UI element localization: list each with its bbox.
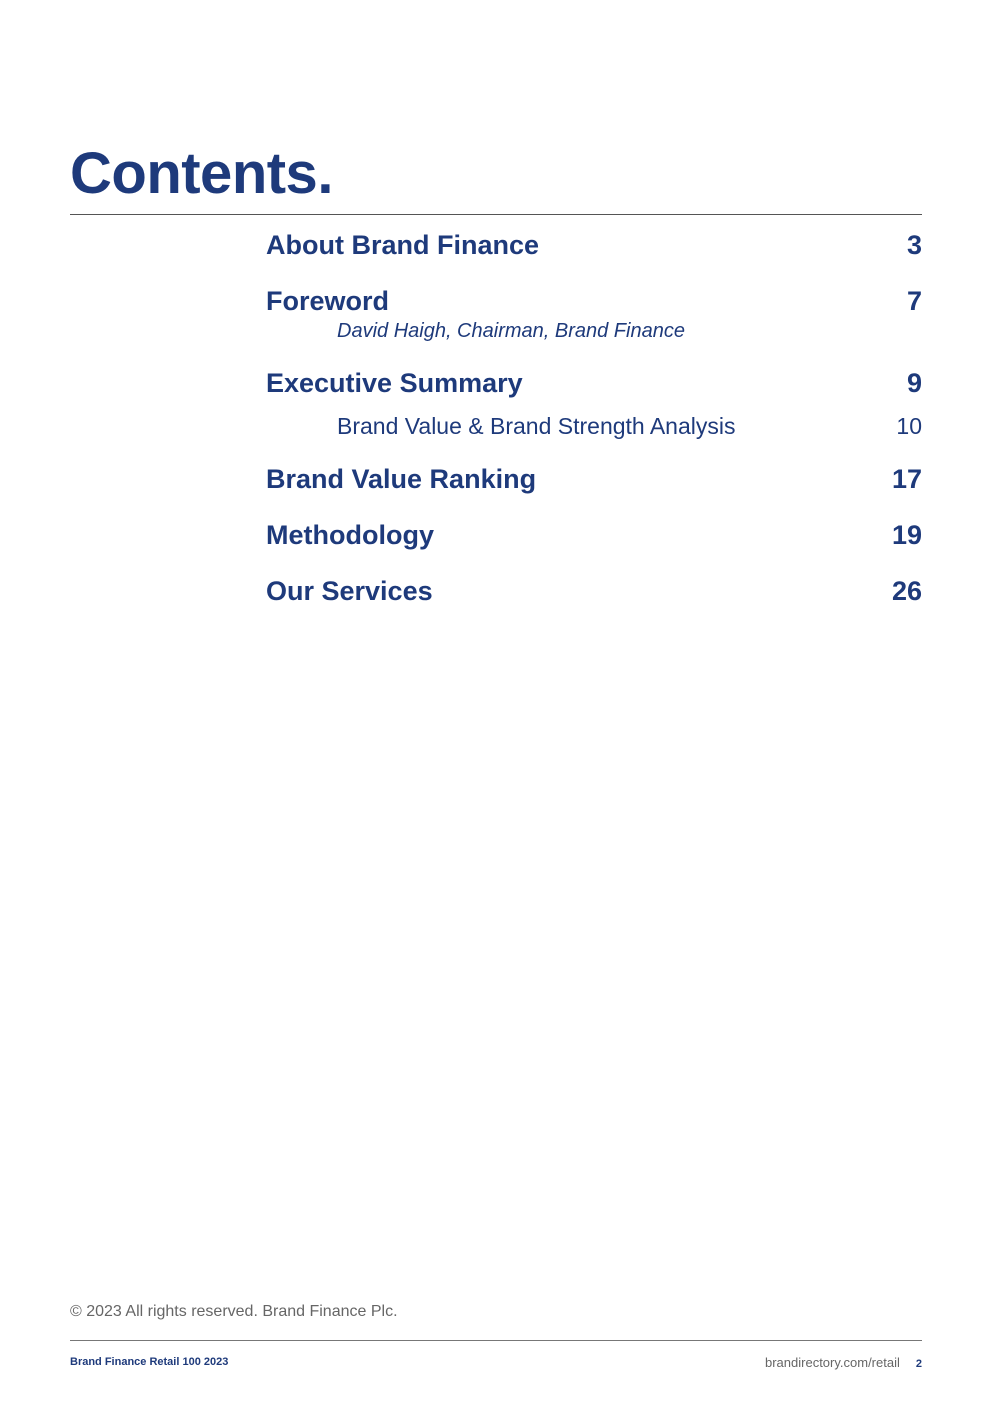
toc-entry-page: 17 [891, 464, 922, 494]
toc-entry-label: Our Services [266, 576, 433, 606]
title-divider [70, 214, 922, 215]
toc-entry-page: 19 [891, 520, 922, 550]
page-title: Contents. [70, 141, 333, 206]
toc-entry-executive-summary[interactable] [266, 368, 922, 399]
toc-entry-about[interactable] [266, 230, 922, 261]
toc-entry-label: Methodology [266, 520, 434, 550]
toc-entry-ranking[interactable] [266, 464, 922, 495]
toc-entry-services[interactable] [266, 576, 922, 607]
toc-entry-page: 9 [906, 368, 922, 398]
toc-entry-foreword[interactable] [266, 286, 922, 317]
footer-divider [70, 1340, 922, 1341]
toc-entry-label: About Brand Finance [266, 230, 540, 260]
toc-entry-page: 26 [891, 576, 922, 606]
publication-title: Brand Finance Retail 100 2023 [70, 1356, 229, 1368]
toc-entry-page: 3 [906, 230, 922, 260]
copyright-notice: © 2023 All rights reserved. Brand Finance Plc. [70, 1303, 398, 1320]
toc-entry-page: 10 [896, 413, 922, 439]
website-link[interactable]: brandirectory.com/retail [765, 1355, 900, 1370]
toc-subentry-analysis[interactable] [266, 413, 922, 440]
toc-entry-methodology[interactable] [266, 520, 922, 551]
page-number: 2 [915, 1358, 922, 1370]
toc-entry-label: Brand Value Ranking [266, 464, 537, 494]
toc-entry-label: Foreword [266, 286, 390, 316]
toc-entry-page: 7 [906, 286, 922, 316]
toc-entry-label: Brand Value & Brand Strength Analysis [337, 413, 736, 439]
toc-entry-label: Executive Summary [266, 368, 523, 398]
foreword-author: David Haigh, Chairman, Brand Finance [337, 320, 685, 342]
footer-right [765, 1355, 922, 1370]
